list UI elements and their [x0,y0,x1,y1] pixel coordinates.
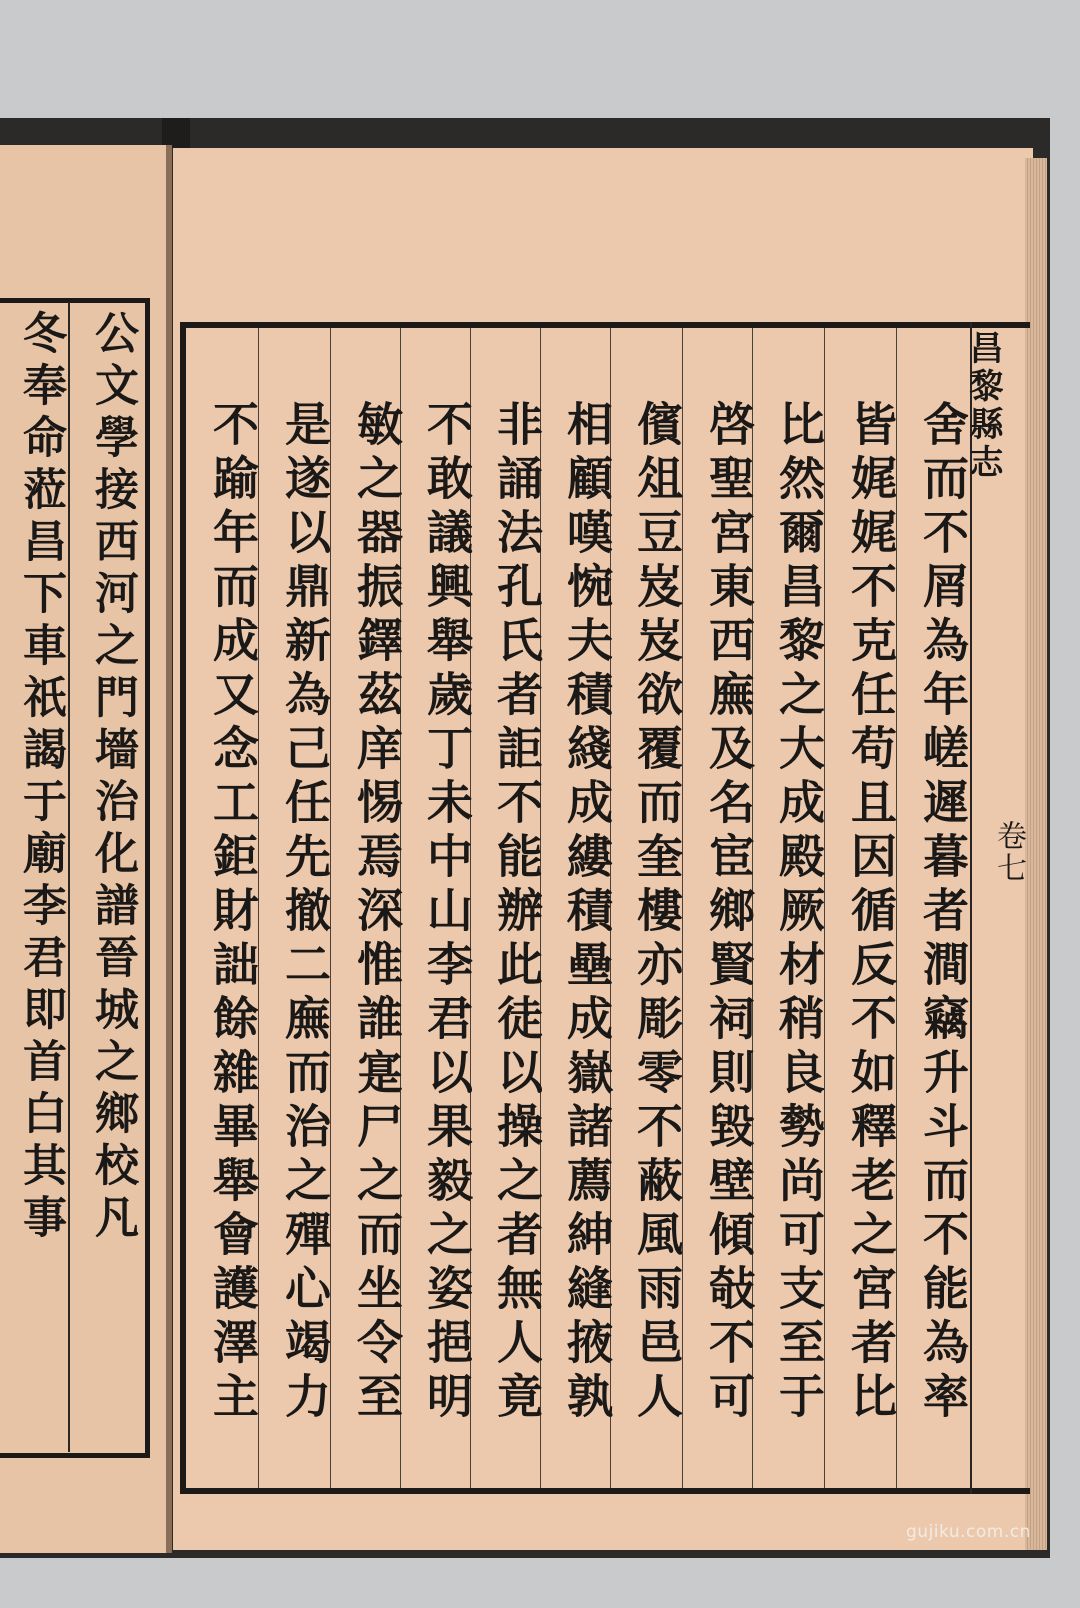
text-column-3: 比然爾昌黎之大成殿厥材稍良勢尚可支至于 [772,400,826,1426]
text-column-2: 皆娓娓不克任苟且因循反不如釋老之宮者比 [844,400,898,1426]
text-column-5: 儐俎豆岌岌欲覆而奎樓亦彫零不蔽風雨邑人 [630,400,684,1426]
text-column-11: 不踰年而成又念工鉅財詘餘雜畢舉會護澤主 [206,400,260,1426]
gutter-line [166,145,172,1553]
left-column-2: 冬奉命蒞昌下車祇謁于廟李君即首白其事 [15,310,66,1246]
text-column-1: 舍而不屑為年嵯遲暮者澗竊升斗而不能為率 [916,400,970,1426]
text-column-4: 啓聖宮東西廡及名宦鄉賢祠則毀壁傾敧不可 [702,400,756,1426]
volume-label: 卷七 [991,820,1026,884]
text-column-8: 不敢議興舉歲丁未中山李君以果毅之姿挹明 [420,400,474,1426]
text-column-6: 相顧嘆惋夫積綫成縷積壘成嶽諸薦紳縫掖孰 [560,400,614,1426]
left-column-divider [68,302,70,1452]
text-column-7: 非誦法孔氏者詎不能辦此徒以操之者無人竟 [490,400,544,1426]
text-column-10: 是遂以鼎新為己任先撤二廡而治之殫心竭力 [278,400,332,1426]
binding-edge [162,118,190,148]
left-column-1: 公文學接西河之門墻治化譜晉城之鄉校凡 [87,310,138,1246]
text-column-9: 敏之器振鐸茲庠惕焉深惟誰寔尸之而坐令至 [350,400,404,1426]
book-title: 昌黎縣志 [963,330,1003,482]
site-watermark: gujiku.com.cn [906,1522,1031,1542]
